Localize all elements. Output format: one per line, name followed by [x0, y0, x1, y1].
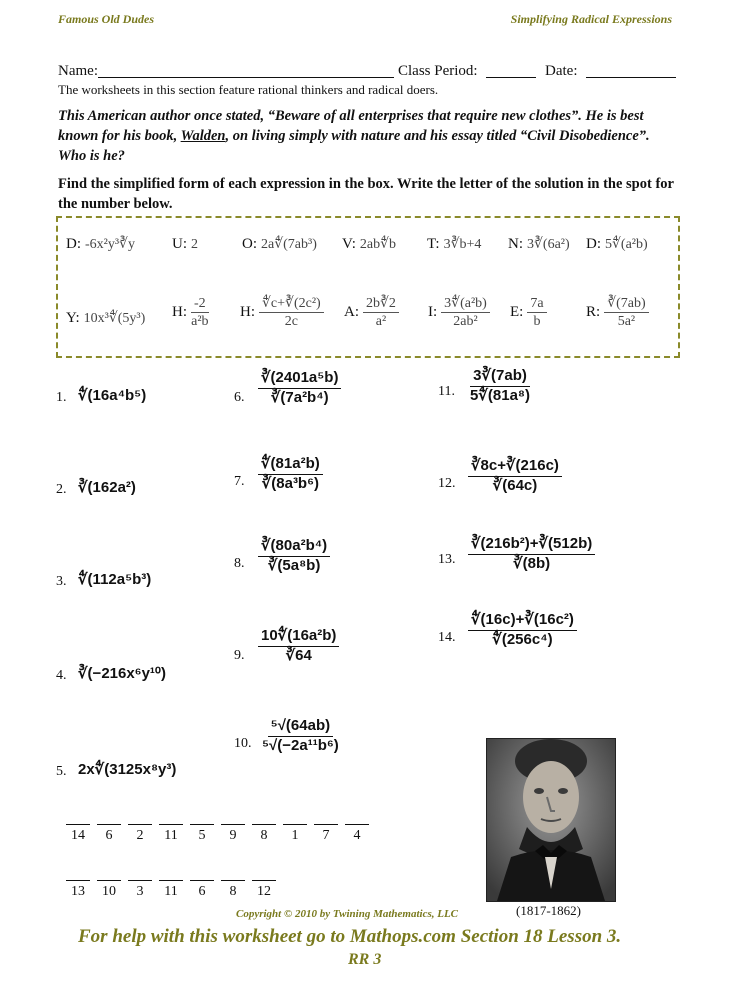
option-den: a²b	[191, 314, 209, 330]
answer-blank[interactable]	[345, 824, 369, 825]
option-i	[428, 296, 490, 330]
help-line: For help with this worksheet go to Mathops.com Section 18 Lesson 3.	[78, 926, 622, 947]
riddle-part1: This American author once stated, “Beware of all enterprises that require new clothes”. He is best known for his book,	[58, 108, 644, 144]
answer-blank[interactable]	[221, 880, 245, 881]
problem-number: 6.	[234, 390, 245, 405]
answer-blank[interactable]	[283, 824, 307, 825]
option-a	[344, 296, 399, 330]
option-num: ∛(7ab)	[604, 296, 648, 313]
option-e	[510, 296, 547, 330]
option-d1	[66, 236, 135, 253]
option-expr: 2ab∜b	[359, 237, 397, 252]
problem-expr: ∛(162a²)	[78, 479, 136, 496]
problem-num: ∛(2401a⁵b)	[258, 370, 341, 389]
option-letter: D:	[66, 236, 81, 252]
option-n	[508, 236, 570, 253]
answer-blank-number: 12	[257, 884, 271, 899]
portrait-image	[487, 739, 615, 901]
problem-num: ∛(216b²)+∛(512b)	[468, 536, 595, 555]
name-line	[58, 63, 678, 83]
problem-den: ⁵√(−2a¹¹b⁶)	[262, 736, 339, 754]
problem-den: ∛(7a²b⁴)	[270, 388, 329, 406]
problem-expr	[470, 368, 530, 404]
problem-num: ∛(80a²b⁴)	[258, 538, 330, 557]
option-num: -2	[191, 296, 209, 313]
problem-expr	[468, 458, 562, 494]
class-period-blank[interactable]	[486, 77, 536, 78]
option-expr: 5∜(a²b)	[605, 237, 648, 252]
answer-blank[interactable]	[97, 824, 121, 825]
option-t	[427, 236, 481, 253]
riddle-text	[58, 106, 680, 166]
answer-blank[interactable]	[252, 824, 276, 825]
problem-number: 13.	[438, 552, 456, 567]
option-expr: 2a∜(7ab³)	[261, 237, 317, 252]
answer-blank-number: 9	[229, 828, 237, 843]
option-num: 3∜(a²b)	[441, 296, 490, 313]
option-expr: 3∛(6a²)	[527, 237, 570, 252]
problem-number: 5.	[56, 764, 67, 779]
intro-text: The worksheets in this section feature rational thinkers and radical doers.	[58, 82, 439, 97]
option-y	[66, 310, 145, 327]
portrait-photo	[486, 738, 616, 902]
answer-box	[56, 216, 680, 358]
answer-blank-number: 11	[164, 884, 178, 899]
answer-blank-number: 3	[136, 884, 144, 899]
option-expr: -6x²y³∛y	[85, 237, 135, 252]
instructions: Find the simplified form of each expression in the box. Write the letter of the solution in the spot for the number below.	[58, 176, 674, 212]
option-o	[242, 236, 317, 253]
header-right: Simplifying Radical Expressions	[510, 12, 672, 26]
problem-number: 1.	[56, 390, 67, 405]
option-den: 2ab²	[453, 314, 478, 330]
problem-expr	[262, 718, 339, 754]
answer-blank-number: 4	[353, 828, 361, 843]
answer-blank-number: 11	[164, 828, 178, 843]
answer-blank-number: 7	[322, 828, 330, 843]
problem-number: 8.	[234, 556, 245, 571]
name-label: Name:	[58, 63, 98, 79]
option-den: b	[533, 314, 541, 330]
option-h2	[240, 296, 324, 330]
option-expr: 10x³∜(5y³)	[83, 311, 146, 326]
problem-number: 14.	[438, 630, 456, 645]
riddle-book: Walden	[180, 128, 226, 144]
option-letter: Y:	[66, 310, 80, 326]
problem-expr	[468, 612, 577, 648]
problem-expr: ∜(16a⁴b⁵)	[78, 387, 147, 404]
answer-blank-number: 6	[105, 828, 113, 843]
option-num: 7a	[527, 296, 546, 313]
option-r	[586, 296, 649, 330]
answer-blank-number: 5	[198, 828, 206, 843]
option-letter: D:	[586, 236, 601, 252]
option-v	[342, 236, 396, 253]
answer-blank[interactable]	[128, 824, 152, 825]
riddle-part2: , on living simply with nature and his essay titled “Civil Disobedience”. Who is he?	[58, 128, 650, 164]
answer-blank-number: 8	[260, 828, 268, 843]
problem-number: 10.	[234, 736, 252, 751]
problem-expr	[258, 370, 341, 406]
problem-number: 12.	[438, 476, 456, 491]
problem-expr: ∜(112a⁵b³)	[78, 571, 152, 588]
option-letter: R:	[586, 304, 601, 321]
problem-number: 3.	[56, 574, 67, 589]
answer-blank-number: 13	[71, 884, 85, 899]
answer-blank-number: 1	[291, 828, 299, 843]
answer-blank[interactable]	[66, 824, 90, 825]
problem-num: ∜(16c)+∛(16c²)	[468, 612, 577, 631]
problem-number: 2.	[56, 482, 67, 497]
copyright: Copyright © 2010 by Twining Mathematics, LLC	[236, 908, 459, 920]
option-letter: E:	[510, 304, 524, 321]
problem-expr: ∛(−216x⁶y¹⁰)	[78, 665, 166, 682]
problem-number: 11.	[438, 384, 455, 399]
option-num: ∜c+∛(2c²)	[259, 296, 324, 313]
problem-expr	[258, 456, 323, 492]
option-letter: U:	[172, 236, 187, 252]
answer-blank-number: 6	[198, 884, 206, 899]
option-letter: I:	[428, 304, 438, 321]
option-letter: T:	[427, 236, 440, 252]
answer-blank[interactable]	[159, 824, 183, 825]
option-letter: O:	[242, 236, 257, 252]
option-letter: H:	[240, 304, 255, 321]
option-letter: V:	[342, 236, 356, 252]
problem-den: ∛(5a⁸b)	[267, 556, 321, 574]
answer-blank[interactable]	[128, 880, 152, 881]
answer-blank[interactable]	[314, 824, 338, 825]
option-letter: H:	[172, 304, 187, 321]
problem-expr	[258, 538, 330, 574]
problem-num: ⁵√(64ab)	[268, 718, 333, 737]
option-h1	[172, 296, 209, 330]
problem-num: 10∜(16a²b)	[258, 628, 339, 647]
problem-number: 9.	[234, 648, 245, 663]
date-label: Date:	[545, 63, 578, 79]
problem-den: 5∜(81a⁸)	[470, 386, 531, 404]
option-num: 2b∛2	[363, 296, 399, 313]
problem-expr	[468, 536, 595, 572]
problem-den: ∛64	[285, 646, 312, 664]
option-u	[172, 236, 198, 253]
answer-blank[interactable]	[159, 880, 183, 881]
answer-blank[interactable]	[190, 824, 214, 825]
option-letter: A:	[344, 304, 359, 321]
answer-blank[interactable]	[190, 880, 214, 881]
class-period-label: Class Period:	[398, 63, 478, 79]
problem-num: ∛8c+∛(216c)	[468, 458, 562, 477]
problem-number: 4.	[56, 668, 67, 683]
answer-blank-number: 8	[229, 884, 237, 899]
answer-blank[interactable]	[221, 824, 245, 825]
date-blank[interactable]	[586, 77, 676, 78]
problem-num: 3∛(7ab)	[470, 368, 530, 387]
photo-caption: (1817-1862)	[516, 903, 581, 918]
option-letter: N:	[508, 236, 523, 252]
answer-blank-number: 14	[71, 828, 85, 843]
header-left: Famous Old Dudes	[58, 12, 155, 26]
problem-den: ∜(256c⁴)	[492, 630, 553, 648]
option-den: 2c	[284, 314, 298, 330]
problem-expr	[258, 628, 339, 664]
option-expr: 3∛b+4	[443, 237, 482, 252]
option-den: a²	[375, 314, 387, 330]
answer-blank-number: 2	[136, 828, 144, 843]
answer-blank[interactable]	[97, 880, 121, 881]
answer-blank[interactable]	[252, 880, 276, 881]
problem-expr: 2x∜(3125x⁸y³)	[78, 761, 177, 778]
problem-den: ∛(8a³b⁶)	[261, 474, 320, 492]
name-blank[interactable]	[98, 77, 394, 78]
option-expr: 2	[191, 236, 198, 252]
option-den: 5a²	[617, 314, 636, 330]
problem-num: ∜(81a²b)	[258, 456, 323, 475]
option-d2	[586, 236, 648, 253]
problem-den: ∛(8b)	[513, 554, 551, 572]
problem-number: 7.	[234, 474, 245, 489]
answer-blank-number: 10	[102, 884, 116, 899]
answer-blank[interactable]	[66, 880, 90, 881]
problem-den: ∛(64c)	[492, 476, 538, 494]
worksheet-code: RR 3	[348, 951, 382, 968]
